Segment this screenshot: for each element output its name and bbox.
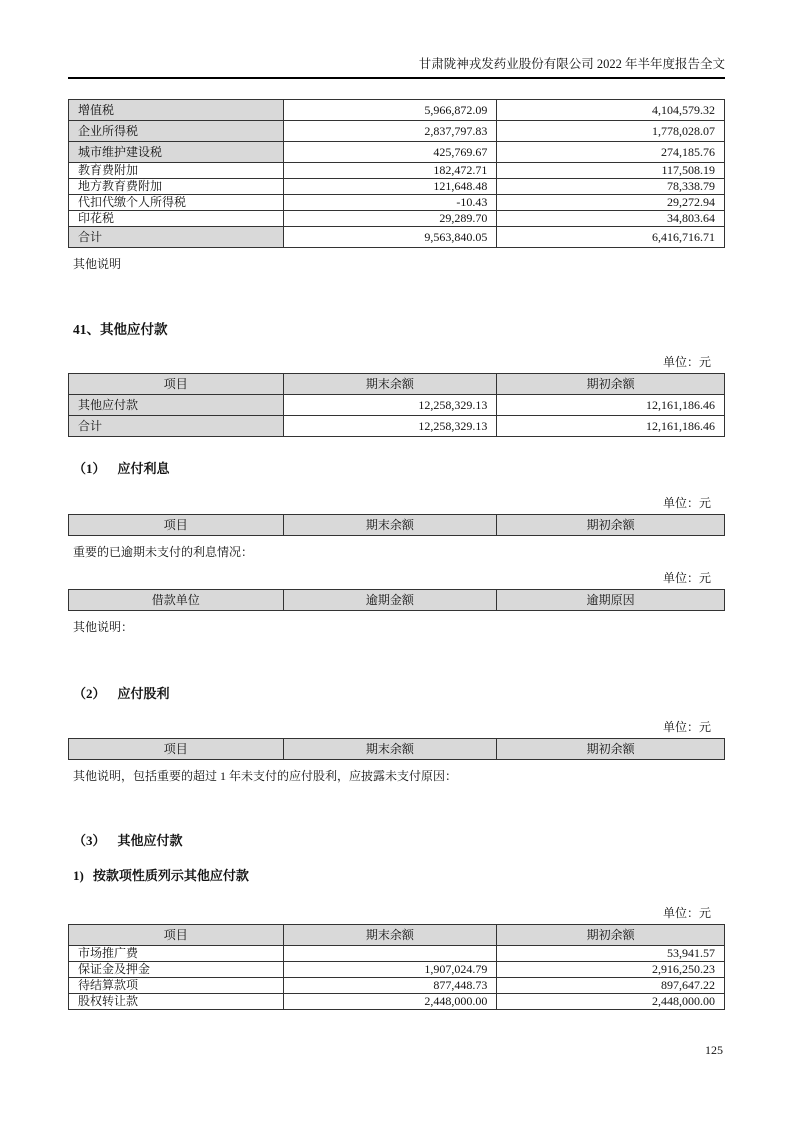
table-row: [69, 395, 725, 416]
table-row: [69, 994, 725, 1010]
table-cell: 29,272.94: [497, 195, 725, 211]
column-header-borrower: 借款单位: [69, 590, 284, 611]
column-header-item: 项目: [69, 925, 284, 946]
column-header-ending: 期末余额: [283, 515, 497, 536]
column-header-beginning: 期初余额: [497, 515, 725, 536]
table-row: [69, 142, 725, 163]
column-header-overdue-amount: 逾期金额: [283, 590, 497, 611]
column-header-item: 项目: [69, 515, 284, 536]
table-cell: 1,907,024.79: [283, 962, 497, 978]
unit-label: 单位：元: [662, 720, 711, 734]
subsection-3-1-number: 1): [73, 868, 84, 883]
table-cell: 市场推广费: [69, 946, 284, 962]
table-cell: 代扣代缴个人所得税: [69, 195, 284, 211]
table-header-row: [69, 374, 725, 395]
dividend-note: 其他说明，包括重要的超过 1 年未支付的应付股利，应披露未支付原因：: [73, 769, 458, 783]
table-cell: 印花税: [69, 211, 284, 227]
unit-label: 单位：元: [662, 906, 711, 920]
table-cell: 121,648.48: [283, 179, 497, 195]
table-row: [69, 978, 725, 994]
overdue-interest-table: [68, 589, 725, 611]
subsection-1-title: 应付利息: [117, 461, 170, 476]
table-cell: 6,416,716.71: [497, 227, 725, 248]
unit-label: 单位：元: [662, 571, 711, 585]
section-41-heading: [73, 321, 725, 338]
table-cell: 企业所得税: [69, 121, 284, 142]
subsection-3-number: （3）: [73, 833, 106, 848]
subsection-2-heading: [73, 686, 725, 702]
table-cell: 12,258,329.13: [283, 416, 497, 437]
running-header: 甘肃陇神戎发药业股份有限公司 2022 年半年度报告全文: [68, 57, 725, 79]
table-cell: 182,472.71: [283, 163, 497, 179]
table-cell: 合计: [69, 227, 284, 248]
payables-by-nature-table: [68, 924, 725, 1010]
table-row: [69, 100, 725, 121]
subsection-3-heading: [73, 833, 725, 849]
column-header-beginning: 期初余额: [497, 925, 725, 946]
column-header-ending: 期末余额: [283, 925, 497, 946]
table-cell: 增值税: [69, 100, 284, 121]
section-41-title: 其他应付款: [100, 322, 168, 337]
table-cell: [283, 946, 497, 962]
table-cell: 保证金及押金: [69, 962, 284, 978]
tax-table: [68, 99, 725, 248]
table-cell: 股权转让款: [69, 994, 284, 1010]
table-row: [69, 227, 725, 248]
table-cell: 12,161,186.46: [497, 395, 725, 416]
table-cell: 教育费附加: [69, 163, 284, 179]
table-cell: 78,338.79: [497, 179, 725, 195]
table-cell: 地方教育费附加: [69, 179, 284, 195]
table-cell: 274,185.76: [497, 142, 725, 163]
section-41-number: 41、: [73, 322, 100, 337]
column-header-item: 项目: [69, 374, 284, 395]
overdue-interest-note: 重要的已逾期未支付的利息情况：: [73, 545, 254, 559]
table-cell: 城市维护建设税: [69, 142, 284, 163]
table-header-row: [69, 515, 725, 536]
table-cell: 1,778,028.07: [497, 121, 725, 142]
table-row: [69, 416, 725, 437]
table-cell: 53,941.57: [497, 946, 725, 962]
table-cell: 117,508.19: [497, 163, 725, 179]
other-note: 其他说明：: [73, 620, 134, 634]
other-payables-summary-table: [68, 373, 725, 437]
column-header-ending: 期末余额: [283, 739, 497, 760]
table-row: [69, 211, 725, 227]
subsection-3-title: 其他应付款: [117, 833, 183, 848]
table-cell: 9,563,840.05: [283, 227, 497, 248]
table-cell: -10.43: [283, 195, 497, 211]
table-row: [69, 121, 725, 142]
table-cell: 2,448,000.00: [497, 994, 725, 1010]
table-header-row: [69, 590, 725, 611]
table-cell: 425,769.67: [283, 142, 497, 163]
table-row: [69, 163, 725, 179]
subsection-3-1-heading: [73, 868, 725, 884]
subsection-3-1-title: 按款项性质列示其他应付款: [92, 868, 249, 883]
subsection-1-heading: [73, 461, 725, 477]
column-header-beginning: 期初余额: [497, 374, 725, 395]
table-cell: 4,104,579.32: [497, 100, 725, 121]
table-cell: 其他应付款: [69, 395, 284, 416]
interest-balance-table: [68, 514, 725, 536]
page-number: 125: [705, 1043, 723, 1057]
subsection-2-number: （2）: [73, 686, 106, 701]
table-row: [69, 179, 725, 195]
table-row: [69, 946, 725, 962]
table-cell: 待结算款项: [69, 978, 284, 994]
table-cell: 合计: [69, 416, 284, 437]
tax-table-note: 其他说明: [73, 257, 122, 271]
table-row: [69, 962, 725, 978]
table-cell: 12,161,186.46: [497, 416, 725, 437]
table-cell: 29,289.70: [283, 211, 497, 227]
column-header-overdue-reason: 逾期原因: [497, 590, 725, 611]
table-row: [69, 195, 725, 211]
table-header-row: [69, 925, 725, 946]
table-header-row: [69, 739, 725, 760]
table-cell: 5,966,872.09: [283, 100, 497, 121]
column-header-ending: 期末余额: [283, 374, 497, 395]
table-cell: 2,448,000.00: [283, 994, 497, 1010]
table-cell: 2,916,250.23: [497, 962, 725, 978]
unit-label: 单位：元: [662, 355, 711, 369]
subsection-2-title: 应付股利: [117, 686, 170, 701]
table-cell: 877,448.73: [283, 978, 497, 994]
column-header-beginning: 期初余额: [497, 739, 725, 760]
page-content: [68, 57, 725, 1010]
table-cell: 12,258,329.13: [283, 395, 497, 416]
table-cell: 897,647.22: [497, 978, 725, 994]
dividend-balance-table: [68, 738, 725, 760]
unit-label: 单位：元: [662, 496, 711, 510]
table-cell: 34,803.64: [497, 211, 725, 227]
table-cell: 2,837,797.83: [283, 121, 497, 142]
subsection-1-number: （1）: [73, 461, 106, 476]
column-header-item: 项目: [69, 739, 284, 760]
